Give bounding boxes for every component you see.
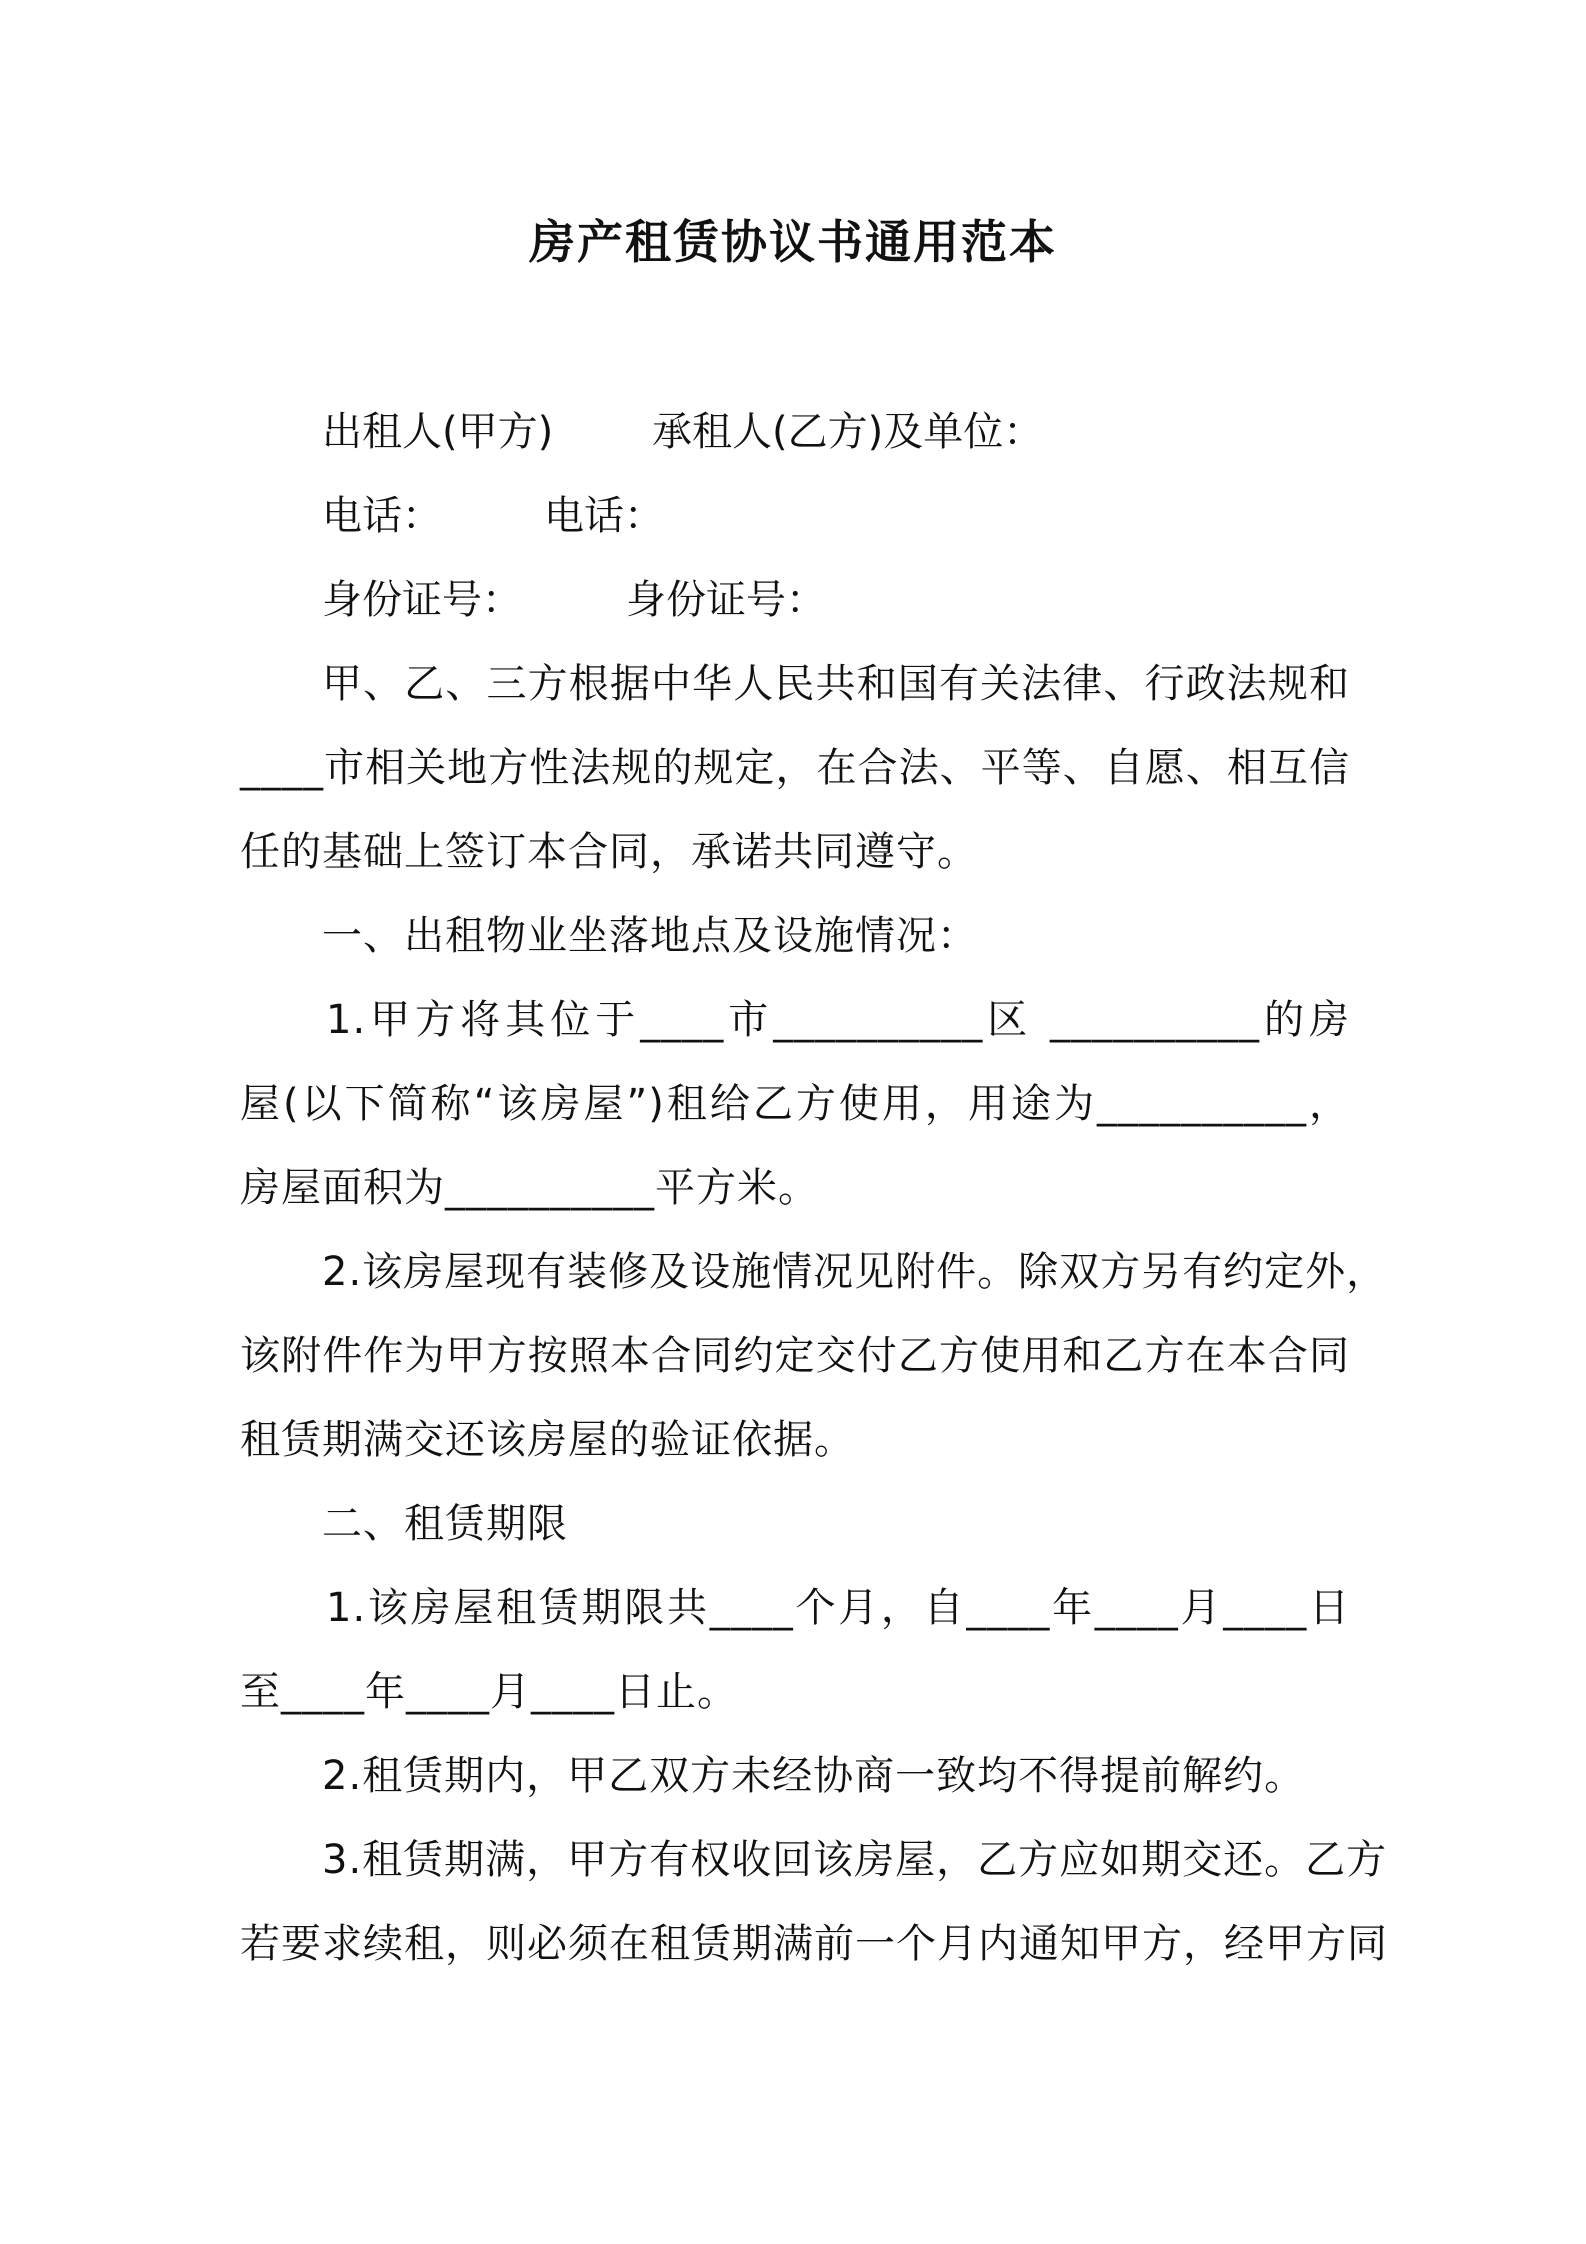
section1-item2-line1: 2.该房屋现有装修及设施情况见附件。除双方另有约定外， (322, 1249, 1388, 1295)
preamble-line-1: 甲、乙、三方根据中华人民共和国有关法律、行政法规和 (322, 661, 1350, 707)
section1-item1-line1: 1.甲方将其位于____市__________区 __________的房 (326, 997, 1350, 1043)
section2-item3-line1: 3.租赁期满，甲方有权收回该房屋，乙方应如期交还。乙方 (322, 1837, 1388, 1883)
section1-heading: 一、出租物业坐落地点及设施情况： (322, 913, 978, 959)
lessee-phone-label: 电话： (544, 493, 664, 539)
document-title: 房产租赁协议书通用范本 (529, 215, 1057, 269)
section1-item1-line2: 屋(以下简称“该房屋”)租给乙方使用，用途为__________， (240, 1081, 1350, 1127)
section2-item1-line2: 至____年____月____日止。 (240, 1669, 738, 1715)
lessee-id-label: 身份证号： (626, 577, 826, 623)
section1-item2-line2: 该附件作为甲方按照本合同约定交付乙方使用和乙方在本合同 (240, 1333, 1350, 1379)
preamble-line-3: 任的基础上签订本合同，承诺共同遵守。 (240, 829, 978, 875)
section2-item3-line2: 若要求续租，则必须在租赁期满前一个月内通知甲方，经甲方同 (240, 1921, 1388, 1967)
lessor-label: 出租人(甲方) (322, 409, 554, 455)
section1-item1-line3: 房屋面积为__________平方米。 (240, 1165, 819, 1211)
section1-item2-line3: 租赁期满交还该房屋的验证依据。 (240, 1417, 855, 1463)
section2-heading: 二、租赁期限 (322, 1501, 568, 1547)
lessee-label: 承租人(乙方)及单位： (652, 409, 1044, 455)
lessor-id-label: 身份证号： (322, 577, 522, 623)
section2-item1-line1: 1.该房屋租赁期限共____个月，自____年____月____日 (326, 1585, 1350, 1631)
lessor-phone-label: 电话： (322, 493, 442, 539)
preamble-line-2: ____市相关地方性法规的规定，在合法、平等、自愿、相互信 (240, 745, 1350, 791)
section2-item2: 2.租赁期内，甲乙双方未经协商一致均不得提前解约。 (322, 1753, 1306, 1799)
